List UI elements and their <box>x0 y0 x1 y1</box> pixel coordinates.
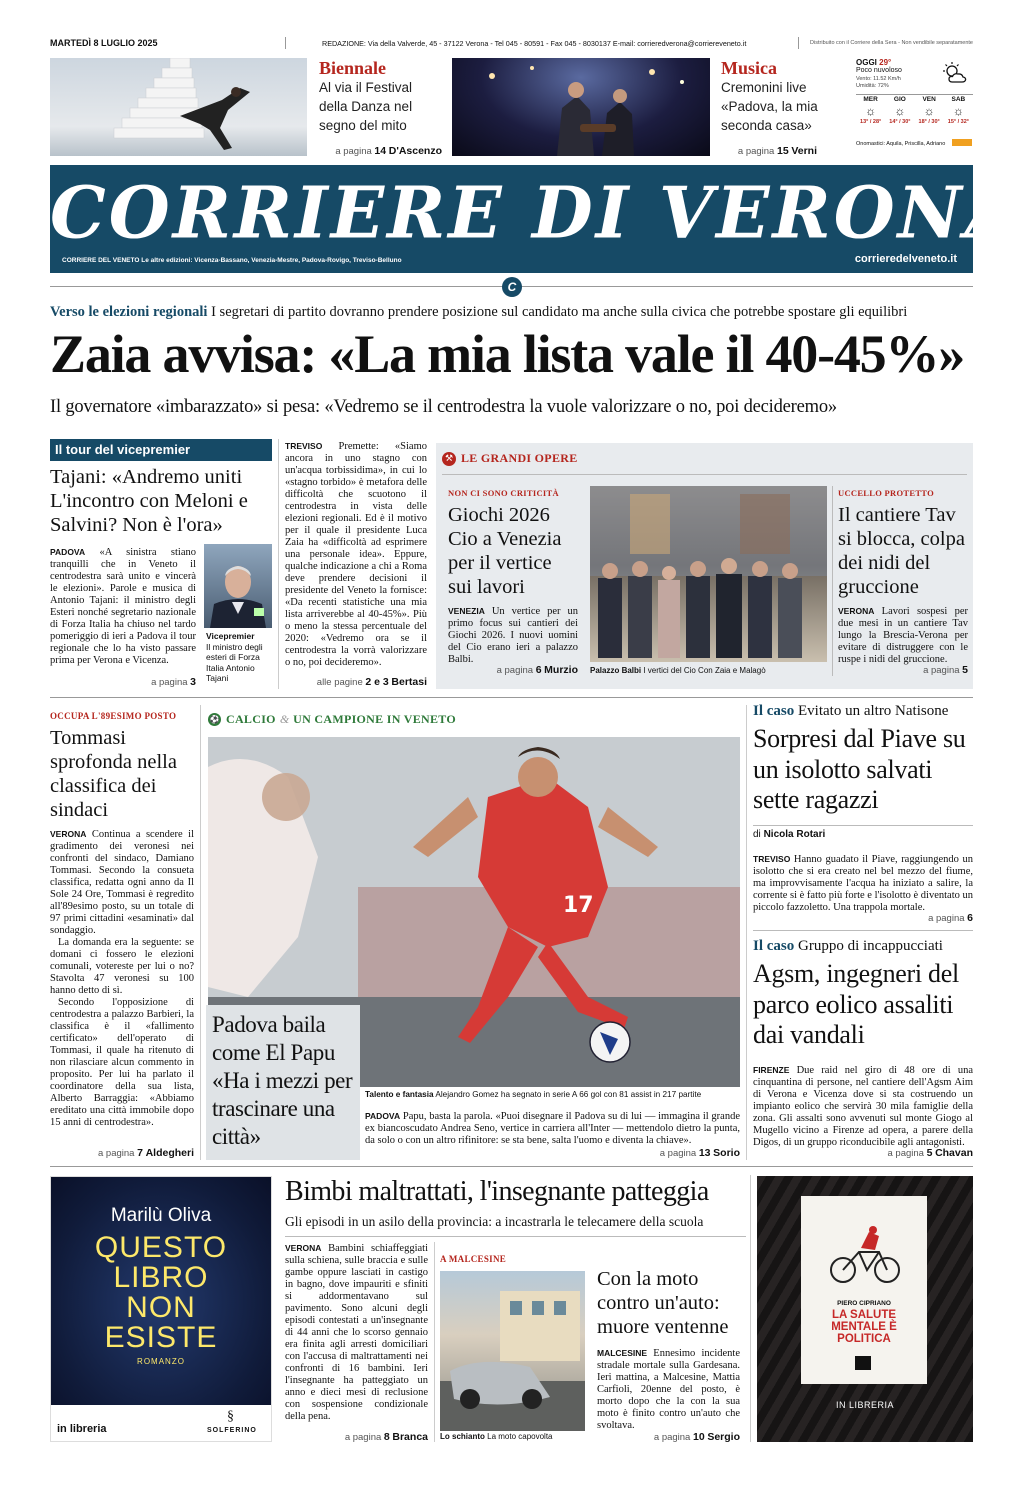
weather-widget <box>856 58 973 158</box>
teaser-musica[interactable] <box>452 58 817 158</box>
forecast-day-gio <box>885 96 914 125</box>
teaser-biennale-author: D'Ascenzo <box>388 145 442 157</box>
weather-wind: Vento: 11.52 Km/h <box>856 76 901 82</box>
treviso-body: Premette: «Siamo ancora in uno stagno con un'acqua torbissidima», in cui lo «stagno torbido» è metafora delle difficoltà che scuotono il centrodestra in vista delle elezioni regionali. Ed è il motivo per il quale il presidente Luca Zaia ha «difficoltà ad esprimere una personale idea». Eppure, qualche indicazione a chi a Roma deve prendere decisioni il presidente del Veneto la fornisce: «Da recenti statistiche una mia lista arriverebbe al 40-45%». Più o meno la stessa percentuale del 2020: «Vedremo ora se il centrodestra la vorrà valorizzare o no, poi decideremo». <box>285 441 428 668</box>
teaser-musica-author: Verni <box>791 145 817 157</box>
weather-today-desc: Poco nuvoloso <box>856 67 902 74</box>
treviso-dateline: TREVISO <box>285 441 323 451</box>
forecast-day-temp: 13° / 28° <box>860 119 882 125</box>
malcesine-page-prefix: a pagina <box>653 1432 691 1443</box>
tajani-caption: Il ministro degli esteri di Forza Italia Antonio Tajani <box>206 641 263 683</box>
football-icon: ⚽ <box>209 715 220 724</box>
tav-kicker: UCCELLO PROTETTO <box>838 488 935 498</box>
forecast-day-name: VEN <box>922 96 936 103</box>
ad-left-genre: ROMANZO <box>137 1357 185 1366</box>
agsm-page: 5 <box>926 1147 933 1159</box>
weather-today-temp: 29° <box>879 58 892 67</box>
tommasi-headline[interactable]: Tommasi sprofonda nella classifica dei sindaci <box>50 727 177 821</box>
teaser-musica-page: 15 <box>776 145 789 157</box>
tav-page-prefix: a pagina <box>923 665 960 676</box>
weather-humidity: Umidità: 72% <box>856 83 889 89</box>
teaser-biennale-text: Al via il Festival della Danza nel segno del mito <box>319 80 413 133</box>
cyclist-illustration-icon <box>829 1226 903 1291</box>
sun-icon: ☼ <box>952 104 964 118</box>
masthead-title: CORRIERE DI VERONA <box>50 170 1022 255</box>
piave-headline[interactable]: Sorpresi dal Piave su un isolotto salvati sette ragazzi <box>753 724 966 814</box>
tommasi-dateline: VERONA <box>50 829 87 839</box>
malcesine-caption-title: Lo schianto <box>440 1432 485 1441</box>
teaser-biennale-section: Biennale <box>319 58 387 78</box>
giochi-author: Murzio <box>544 664 578 676</box>
forecast-day-temp: 14° / 30° <box>889 119 911 125</box>
ad-book-salute-mentale[interactable] <box>757 1176 973 1442</box>
issue-date: MARTEDÌ 8 LUGLIO 2025 <box>50 38 158 48</box>
masthead-editions: CORRIERE DEL VENETO Le altre edizioni: Vicenza-Bassano, Venezia-Mestre, Padova-Rovigo, Treviso-Belluno <box>62 257 402 264</box>
lead-subhead: Il governatore «imbarazzato» si pesa: «Vedremo se il centrodestra la vuole valorizzare o no, poi decideremo» <box>50 397 837 417</box>
masthead <box>50 165 1022 273</box>
forecast-day-sab <box>944 96 973 125</box>
teaser-biennale-photo <box>50 58 307 156</box>
weather-today-label: OGGI <box>856 58 877 67</box>
distribution-note: Distribuito con il Corriere della Sera - Non vendibile separatamente <box>810 40 973 46</box>
agsm-headline[interactable]: Agsm, ingegneri del parco eolico assaliti dai vandali <box>753 959 959 1049</box>
calcio-page: 13 <box>698 1147 711 1159</box>
teaser-biennale[interactable] <box>50 58 442 158</box>
forecast-day-mer <box>856 96 885 125</box>
tajani-caption-title: Vicepremier <box>206 631 255 641</box>
agsm-page-prefix: a pagina <box>887 1148 924 1159</box>
calcio-overlay-headline[interactable]: Padova baila come El Papu «Ha i mezzi per trascinare una città» <box>212 1012 353 1149</box>
palazzo-caption-title: Palazzo Balbi <box>590 666 642 675</box>
calcio-author: Sorio <box>713 1147 740 1159</box>
calcio-caption-title: Talento e fantasia <box>365 1090 434 1099</box>
giochi-body: Un vertice per un primo focus sui cantieri dei Giochi 2026. I nuovi uomini del Cio erano ieri a palazzo Balbi. <box>448 606 578 665</box>
palazzo-balbi-photo <box>590 486 827 662</box>
grandi-opere-label: LE GRANDI OPERE <box>461 451 578 465</box>
ampersand-divider: & <box>279 712 290 726</box>
sun-icon: ☼ <box>894 104 906 118</box>
malcesine-dateline: MALCESINE <box>597 1348 648 1358</box>
malcesine-headline[interactable]: Con la moto contro un'auto: muore ventenne <box>597 1268 729 1338</box>
redazione-info: REDAZIONE: Via della Valverde, 45 - 37122 Verona - Tel 045 - 80591 - Fax 045 - 8030137 E-mail: corrieredverona@corriereveneto.it <box>322 39 747 48</box>
tajani-photo <box>204 544 272 628</box>
agsm-body: Due raid nel giro di 48 ore di una cinquantina di persone, nel cantiere dell'Agsm Aim di Verona e Vicenza dove si sta costruendo un impianto eolico che servirà 30 mila famiglie della zona. Gli assalti sono avvenuti sul monte Giogo al Mugello vicino a Firenze ad opera, a parere della Digos, di un gruppo riconducibile agli antagonisti. <box>753 1065 973 1148</box>
treviso-page-prefix: alle pagine <box>316 677 363 688</box>
forecast-day-name: SAB <box>951 96 966 103</box>
piave-byline-prefix: di <box>753 829 761 840</box>
bimbi-body: Bambini schiaffeggiati sulla schiena, sulle braccia e sulle gambe oppure lasciati in castigo in bagno, dove impauriti e sfiniti si addormentavano sul pavimento. Sono alcuni degli episodi contestati a un'insegnante di 44 anni che lo scorso gennaio era finita agli arresti domiciliari con l'accusa di maltrattamenti nei confronti di 16 bambini. Ieri l'insegnante ha patteggiato un anno e dieci mesi di reclusione con sospensione condizionale della pena. <box>285 1243 428 1422</box>
calcio-body: Papu, basta la parola. «Puoi disegnare il Padova su di lui — immagina il grande ex biancoscudato Andrea Seno, vertice in carriera all'Inter — mettendolo dietro la punta, da solo o con un altro rifinitore: se sta bene, salta l'uomo e diventa la chiave». <box>365 1111 741 1146</box>
forecast-day-temp: 18° / 30° <box>918 119 940 125</box>
piave-byline: Nicola Rotari <box>763 829 826 840</box>
giochi-page: 6 <box>535 664 542 676</box>
ad-right-title: LA SALUTE MENTALE È POLITICA <box>831 1309 897 1345</box>
malcesine-kicker: A MALCESINE <box>440 1254 507 1264</box>
tav-dateline: VERONA <box>838 606 875 616</box>
sun-icon: ☼ <box>865 104 877 118</box>
teaser-musica-section: Musica <box>721 58 777 78</box>
tommasi-page: 7 <box>137 1147 143 1159</box>
malcesine-body: Ennesimo incidente stradale mortale sulla Gardesana. Ieri mattina, a Malcesine, Mattia Carfioli, 20enne del posto, è morto dopo che la con la sua moto è finito contro un'auto che svoltava. <box>597 1348 741 1431</box>
tav-page: 5 <box>962 664 968 676</box>
bimbi-author: Branca <box>392 1431 428 1443</box>
treviso-page: 2 e 3 <box>365 676 389 688</box>
tommasi-body1: Continua a scendere il gradimento dei veronesi nei confronti del sindaco, Damiano Tommasi. Secondo la consueta classifica, redatta ogni anno da Il Sole 24 Ore, Tommasi è regredito all'89esimo posto, su un totale di 97 primi cittadini «esaminati» dal sondaggio. <box>50 829 195 936</box>
teaser-musica-page-prefix: a pagina <box>737 146 775 157</box>
publisher-logo-icon <box>855 1356 871 1370</box>
calcio-page-prefix: a pagina <box>659 1148 697 1159</box>
piave-body: Hanno guadato il Piave, raggiungendo un isolotto che si era creato nel bel mezzo del fiume, ma improvvisamente l'acqua ha iniziato a salire, la corrente si è fatto più forte e l'isolotto è diventato un piccolo fazzoletto. Una trappola mortale. <box>753 854 973 913</box>
giochi-dateline: VENEZIA <box>448 606 485 616</box>
forecast-day-temp: 15° / 32° <box>947 119 969 125</box>
calcio-caption: Alejandro Gomez ha segnato in serie A 66 gol con 81 assist in 217 partite <box>435 1090 702 1099</box>
piave-dateline: TREVISO <box>753 854 791 864</box>
calcio-label2: UN CAMPIONE IN VENETO <box>293 712 457 726</box>
teaser-biennale-page-prefix: a pagina <box>335 146 372 157</box>
tav-body: Lavori sospesi per due mesi in un cantiere Tav lungo la Brescia-Verona per evitare di distruggere con le ruspe i nidi del gruccione. <box>838 606 968 665</box>
ad-book-marilu-oliva[interactable] <box>50 1176 272 1442</box>
malcesine-author: Sergio <box>707 1431 740 1443</box>
ad-left-publisher: SOLFERINO <box>207 1427 257 1434</box>
lead-kicker-text: I segretari di partito dovranno prendere posizione sul candidato ma anche sulla civica che potrebbe spostare gli equilibri <box>211 304 908 320</box>
weather-onomastici: Onomastici: Aquila, Priscilla, Adriano <box>856 141 946 147</box>
malcesine-page: 10 <box>692 1431 705 1443</box>
sun-icon: ☼ <box>923 104 935 118</box>
ad-left-in-libreria: in libreria <box>57 1423 107 1435</box>
tajani-headline[interactable]: Tajani: «Andremo uniti L'incontro con Meloni e Salvini? Non è l'ora» <box>50 466 248 536</box>
teaser-musica-photo <box>452 58 710 156</box>
masthead-website[interactable]: corrieredelveneto.it <box>854 253 957 265</box>
tav-headline[interactable]: Il cantiere Tav si blocca, colpa dei nidi del gruccione <box>838 504 965 598</box>
agsm-dateline: FIRENZE <box>753 1065 790 1075</box>
partly-cloudy-icon <box>942 62 968 89</box>
lead-headline[interactable]: Zaia avvisa: «La mia lista vale il 40-45%» <box>50 324 965 384</box>
tajani-page-prefix: a pagina <box>151 677 188 688</box>
tajani-body: «A sinistra stiano tranquilli che in Veneto il centrodestra sarà unito e vincerà le elezioni». Parole e musica di Antonio Tajani: il ministro degli Esteri nonché segretario nazionale di Forza Italia ha chiuso nel tardo pomeriggio di ieri a Padova il tour regionale che lo ha visto passare prima per Verona e Vicenza. <box>50 547 196 666</box>
tajani-dateline: PADOVA <box>50 547 86 557</box>
giochi-kicker: NON CI SONO CRITICITÀ <box>448 488 559 498</box>
agsm-label: Il caso <box>753 938 795 954</box>
teaser-biennale-page: 14 <box>374 145 387 157</box>
teaser-musica-text: Cremonini live «Padova, la mia seconda casa» <box>721 80 818 133</box>
jersey-number: 17 <box>563 893 594 918</box>
bimbi-subhead: Gli episodi in un asilo della provincia: a incastrarla le telecamere della scuola <box>285 1214 704 1229</box>
malcesine-caption: La moto capovolta <box>487 1432 553 1441</box>
piave-page: 6 <box>967 912 973 924</box>
piave-label: Il caso <box>753 703 795 719</box>
ad-left-title: QUESTO LIBRO NON ESISTE <box>94 1231 228 1354</box>
treviso-author: Bertasi <box>391 676 427 688</box>
giochi-headline[interactable]: Giochi 2026 Cio a Venezia per il vertice sui lavori <box>448 504 562 598</box>
lead-kicker: Verso le elezioni regionali <box>50 304 208 320</box>
bimbi-dateline: VERONA <box>285 1243 322 1253</box>
giochi-page-prefix: a pagina <box>496 665 534 676</box>
tajani-page: 3 <box>190 676 196 688</box>
ad-left-author: Marilù Oliva <box>110 1205 212 1226</box>
ad-right-author: PIERO CIPRIANO <box>837 1300 891 1307</box>
moto-crash-photo <box>440 1271 585 1431</box>
masthead-badge: C <box>502 277 522 297</box>
palazzo-caption: I vertici del Cio Con Zaia e Malagò <box>643 666 766 675</box>
bimbi-page-prefix: a pagina <box>344 1432 382 1443</box>
agsm-author: Chavan <box>935 1147 973 1159</box>
calcio-label: CALCIO <box>226 712 276 726</box>
tommasi-kicker: OCCUPA L'89ESIMO POSTO <box>50 711 177 721</box>
bimbi-page: 8 <box>383 1431 390 1443</box>
bimbi-headline[interactable]: Bimbi maltrattati, l'insegnante patteggia <box>285 1176 709 1207</box>
piave-label-text: Evitato un altro Natisone <box>798 703 949 719</box>
piave-page-prefix: a pagina <box>928 913 965 924</box>
tommasi-body2: La domanda era la seguente: se domani ci fossero le elezioni comunali, votereste per lui o no? Stavolta 47 veronesi su 100 hanno detto di sì. <box>50 937 194 996</box>
forecast-day-name: MER <box>863 96 878 103</box>
calcio-dateline: PADOVA <box>365 1111 401 1121</box>
tommasi-body3: Secondo l'opposizione di centrodestra a palazzo Barbieri, la classifica è il «fallimento certificato» dell'operato di Tommasi, il quale ha ritenuto di non rilasciare alcun commento in proposito. Per lui ha parlato il coordinatore della sua lista, Alberto Barraggia: «Abbiamo ereditato una città immobile dopo 15 anni di centrodestra». <box>50 997 194 1128</box>
ad-right-in-libreria: IN LIBRERIA <box>835 1400 894 1410</box>
agsm-label-text: Gruppo di incappucciati <box>798 938 943 954</box>
tommasi-page-prefix: a pagina <box>97 1148 135 1159</box>
solferino-logo-icon: § <box>227 1409 234 1424</box>
forecast-day-ven <box>915 96 944 125</box>
construction-icon: ⚒ <box>442 452 456 466</box>
forecast-day-name: GIO <box>893 96 906 103</box>
tommasi-author: Aldegheri <box>145 1147 194 1159</box>
tajani-label: Il tour del vicepremier <box>50 439 272 461</box>
